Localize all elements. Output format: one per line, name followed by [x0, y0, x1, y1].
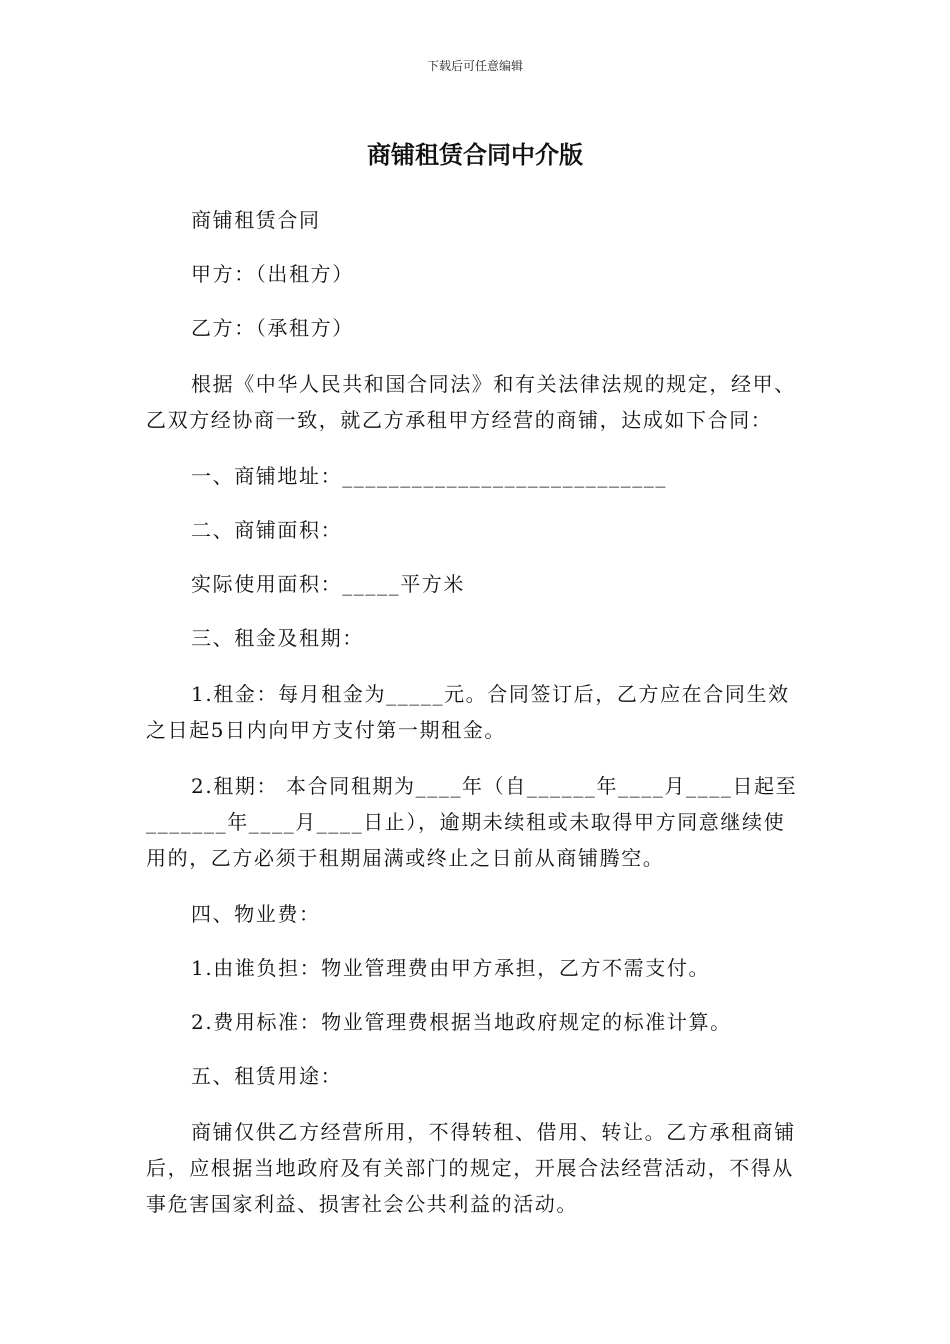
lease-use-paragraph: 商铺仅供乙方经营所用，不得转租、借用、转让。乙方承租商铺后，应根据当地政府及有关部门的规定，开展合法经营活动，不得从事危害国家利益、损害社会公共利益的活动。: [146, 1120, 796, 1216]
contract-heading: 商铺租赁合同: [191, 208, 321, 232]
rent-paragraph: 1.租金：每月租金为_____元。合同签订后，乙方应在合同生效之日起5日内向甲方支付第一期租金。: [146, 682, 790, 742]
page-header-note: 下载后可任意编辑: [426, 59, 523, 73]
preamble-paragraph: 根据《中华人民共和国合同法》和有关法律法规的规定，经甲、乙双方经协商一致，就乙方承租甲方经营的商铺，达成如下合同：: [146, 372, 796, 432]
term-paragraph: 2.租期： 本合同租期为____年（自______年____月____日起至_______年____月____日止），逾期未续租或未取得甲方同意继续使用的，乙方必须于租期届满或终止之日前从商铺腾空。: [146, 774, 798, 870]
fee-standard-line: 2.费用标准：物业管理费根据当地政府规定的标准计算。: [191, 1010, 732, 1034]
fee-bearer-line: 1.由谁负担：物业管理费由甲方承担，乙方不需支付。: [191, 956, 711, 980]
party-b-line: 乙方：（承租方）: [191, 316, 354, 340]
section-area: 二、商铺面积：: [191, 518, 343, 542]
section-property-fee: 四、物业费：: [191, 902, 321, 926]
section-rent-term: 三、租金及租期：: [191, 626, 364, 650]
section-address: 一、商铺地址：____________________________: [191, 464, 667, 488]
section-lease-use: 五、租赁用途：: [191, 1064, 343, 1088]
party-a-line: 甲方：（出租方）: [191, 262, 354, 286]
actual-area-line: 实际使用面积：_____平方米: [191, 572, 465, 596]
document-title: 商铺租赁合同中介版: [367, 141, 583, 169]
